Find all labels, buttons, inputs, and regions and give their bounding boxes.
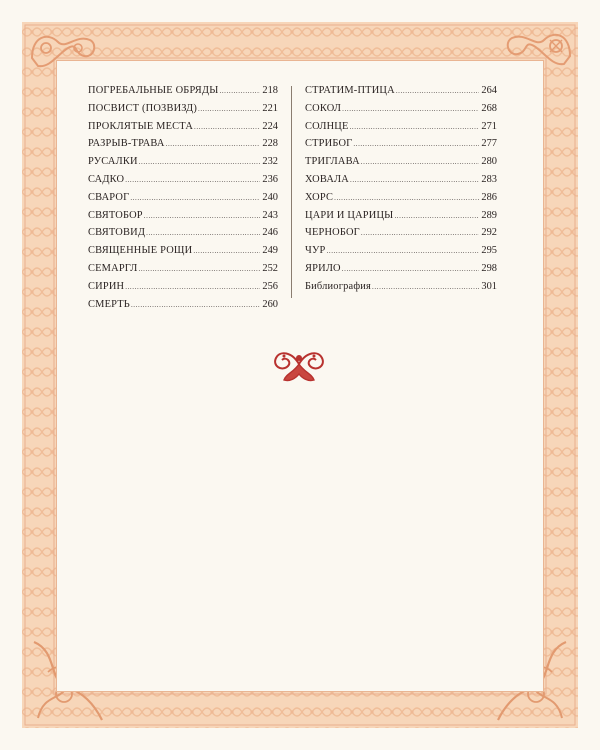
toc-entry-page: 256	[262, 280, 278, 292]
toc-entry[interactable]	[305, 207, 497, 225]
toc-entry-title: СОКОЛ	[305, 102, 342, 114]
toc-entry-title: СВЯТОВИД	[88, 227, 146, 239]
toc-entry-title: Библиография	[305, 280, 372, 292]
toc-entry-page: 286	[481, 191, 497, 203]
toc-entry-page: 221	[262, 102, 278, 114]
toc-entry[interactable]	[88, 278, 278, 296]
knot-ornament-icon	[272, 344, 326, 386]
toc-entry-title: СТРАТИМ-ПТИЦА	[305, 85, 395, 96]
toc-entry[interactable]	[88, 207, 278, 225]
toc-entry-title: ПОСВИСТ (ПОЗВИЗД)	[88, 102, 198, 114]
leader-dots	[342, 261, 480, 279]
toc-entry-title: СВЯТОБОР	[88, 209, 143, 221]
leader-dots	[198, 101, 260, 119]
toc-entry-page: 283	[481, 173, 497, 185]
toc-entry-page: 240	[262, 191, 278, 203]
toc-entry-title: СИРИН	[88, 280, 125, 292]
toc-entry[interactable]	[305, 242, 497, 260]
toc-entry-page: 289	[481, 209, 497, 221]
leader-dots	[361, 225, 480, 243]
toc-entry-page: 249	[262, 245, 278, 257]
toc-entry-title: РАЗРЫВ-ТРАВА	[88, 138, 165, 150]
leader-dots	[125, 172, 260, 190]
toc-entry[interactable]	[88, 100, 278, 118]
toc-entry-page: 268	[481, 102, 497, 114]
toc-entry-page: 260	[262, 298, 278, 310]
leader-dots	[361, 154, 480, 172]
toc-entry-title: ЧЕРНОБОГ	[305, 227, 360, 239]
leader-dots	[166, 136, 261, 154]
leader-dots	[130, 190, 260, 208]
leader-dots	[353, 136, 479, 154]
leader-dots	[194, 119, 260, 137]
toc-entry-title: ЧУР	[305, 245, 326, 257]
leader-dots	[372, 279, 479, 297]
toc-entry[interactable]	[305, 189, 497, 207]
leader-dots	[138, 261, 260, 279]
toc-entry-page: 246	[262, 227, 278, 239]
toc-entry-page: 292	[481, 227, 497, 239]
leader-dots	[144, 208, 261, 226]
toc-entry[interactable]	[305, 224, 497, 242]
toc-entry[interactable]	[88, 118, 278, 136]
toc-column-right	[305, 82, 497, 296]
toc-entry[interactable]	[305, 100, 497, 118]
leader-dots	[342, 101, 479, 119]
toc-entry-page: 232	[262, 156, 278, 168]
leader-dots	[139, 154, 261, 172]
toc-entry-page: 224	[262, 120, 278, 132]
toc-entry-title: ХОРС	[305, 191, 334, 203]
leader-dots	[219, 83, 260, 101]
toc-entry[interactable]	[305, 171, 497, 189]
toc-entry[interactable]	[305, 82, 497, 100]
toc-entry-title: СТРИБОГ	[305, 138, 353, 150]
toc-entry[interactable]	[88, 153, 278, 171]
toc-entry-title: ПОГРЕБАЛЬНЫЕ ОБРЯДЫ	[88, 85, 219, 96]
toc-entry-page: 236	[262, 173, 278, 185]
leader-dots	[394, 208, 479, 226]
leader-dots	[125, 279, 260, 297]
leader-dots	[350, 119, 480, 137]
leader-dots	[350, 172, 479, 190]
toc-entry-page: 252	[262, 262, 278, 274]
toc-entry[interactable]	[305, 153, 497, 171]
toc-entry-title: СВАРОГ	[88, 191, 130, 203]
leader-dots	[396, 83, 480, 101]
leader-dots	[131, 297, 260, 315]
leader-dots	[334, 190, 479, 208]
toc-entry-page: 243	[262, 209, 278, 221]
toc-entry[interactable]	[88, 189, 278, 207]
toc-entry-page: 277	[481, 138, 497, 150]
toc-entry[interactable]	[88, 296, 278, 314]
toc-entry[interactable]	[88, 242, 278, 260]
toc-entry[interactable]	[305, 135, 497, 153]
toc-entry[interactable]	[88, 260, 278, 278]
toc-entry-title: СМЕРТЬ	[88, 298, 130, 310]
toc-column-left	[88, 82, 278, 313]
toc-entry-page: 301	[481, 280, 497, 292]
leader-dots	[193, 243, 260, 261]
toc-entry-page: 298	[481, 262, 497, 274]
toc-entry[interactable]	[88, 82, 278, 100]
toc-entry-title: ТРИГЛАВА	[305, 156, 360, 168]
toc-entry-page: 280	[481, 156, 497, 168]
column-divider	[291, 86, 292, 298]
toc-entry-title: СОЛНЦЕ	[305, 120, 349, 132]
leader-dots	[327, 243, 480, 261]
toc-entry-title: ЦАРИ И ЦАРИЦЫ	[305, 209, 394, 221]
toc-entry[interactable]	[88, 135, 278, 153]
toc-entry[interactable]	[305, 118, 497, 136]
toc-entry-page: 295	[481, 245, 497, 257]
leader-dots	[146, 225, 260, 243]
toc-entry-title: СВЯЩЕННЫЕ РОЩИ	[88, 245, 193, 257]
toc-entry-page: 228	[262, 138, 278, 150]
toc-entry-title: РУСАЛКИ	[88, 156, 138, 168]
toc-entry-page: 271	[481, 120, 497, 132]
toc-entry[interactable]	[88, 171, 278, 189]
toc-entry-title: ЯРИЛО	[305, 262, 341, 274]
toc-entry-title: ПРОКЛЯТЫЕ МЕСТА	[88, 120, 194, 132]
toc-entry[interactable]	[88, 224, 278, 242]
toc-entry-page: 264	[481, 85, 497, 96]
toc-entry-page: 218	[262, 85, 278, 96]
toc-entry-title: САДКО	[88, 173, 125, 185]
toc-entry-title: ХОВАЛА	[305, 173, 350, 185]
toc-entry[interactable]	[305, 260, 497, 278]
toc-entry-title: СЕМАРГЛ	[88, 262, 138, 274]
toc-entry[interactable]	[305, 278, 497, 296]
